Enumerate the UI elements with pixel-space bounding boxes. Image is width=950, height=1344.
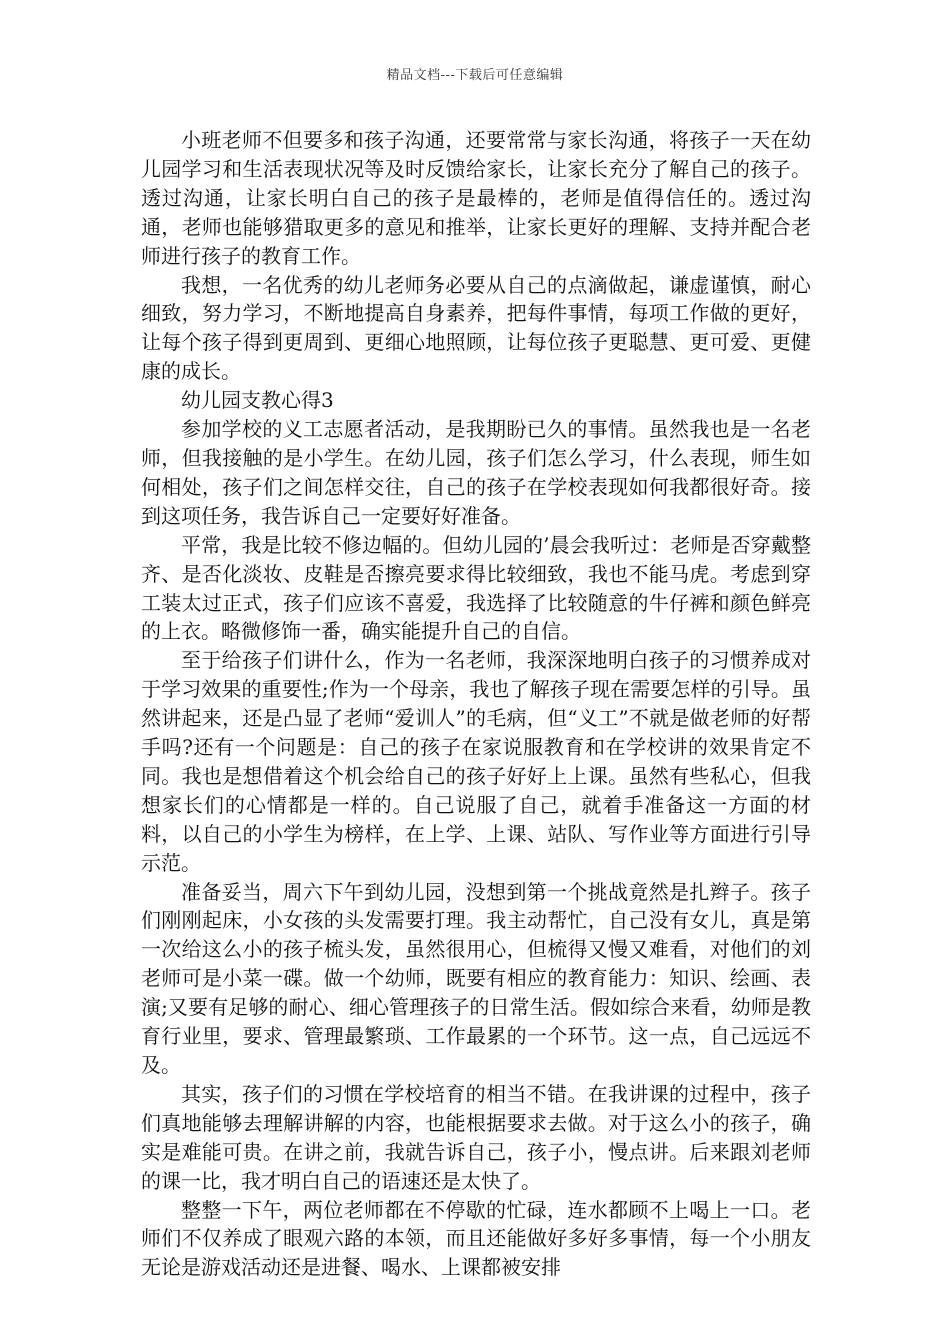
page-header: 精品文档---下载后可任意编辑 [386,68,564,83]
paragraph: 整整一下午，两位老师都在不停歇的忙碌，连水都顾不上喝上一口。老师们不仅养成了眼观六路的本领，而且还能做好多好多事情，每一个小朋友无论是游戏活动还是进餐、喝水、上课都被安排 [141,1197,811,1280]
paragraph: 平常，我是比较不修边幅的。但幼儿园的’晨会我听过：老师是否穿戴整齐、是否化淡妆、皮鞋是否擦亮要求得比较细致，我也不能马虎。考虑到穿工装太过正式，孩子们应该不喜爱，我选择了比较随意的牛仔裤和颜色鲜亮的上衣。略微修饰一番，确实能提升自己的自信。 [141,532,811,644]
paragraph: 小班老师不但要多和孩子沟通，还要常常与家长沟通，将孩子一天在幼儿园学习和生活表现状况等及时反馈给家长，让家长充分了解自己的孩子。透过沟通，让家长明白自己的孩子是最棒的，老师是值得信任的。透过沟通，老师也能够猎取更多的意见和推举，让家长更好的理解、支持并配合老师进行孩子的教育工作。 [141,128,811,268]
document-body [141,126,811,1282]
section-heading: 幼儿园支教心得3 [181,388,334,413]
paragraph: 我想，一名优秀的幼儿老师务必要从自己的点滴做起，谦虚谨慎，耐心细致，努力学习，不断地提高自身素养，把每件事情，每项工作做的更好，让每个孩子得到更周到、更细心地照顾，让每位孩子更聪慧、更可爱、更健康的成长。 [141,272,811,384]
paragraph: 其实，孩子们的习惯在学校培育的相当不错。在我讲课的过程中，孩子们真地能够去理解讲解的内容，也能根据要求去做。对于这么小的孩子，确实是难能可贵。在讲之前，我就告诉自己，孩子小，慢点讲。后来跟刘老师的课一比，我才明白自己的语速还是太快了。 [141,1081,811,1193]
paragraph: 参加学校的义工志愿者活动，是我期盼已久的事情。虽然我也是一名老师，但我接触的是小学生。在幼儿园，孩子们怎么学习，什么表现，师生如何相处，孩子们之间怎样交往，自己的孩子在学校表现如何我都很好奇。接到这项任务，我告诉自己一定要好好准备。 [141,417,811,528]
paragraph: 准备妥当，周六下午到幼儿园，没想到第一个挑战竟然是扎辫子。孩子们刚刚起床，小女孩的头发需要打理。我主动帮忙，自己没有女儿，真是第一次给这么小的孩子梳头发，虽然很用心，但梳得又慢又难看，对他们的刘老师可是小菜一碟。做一个幼师，既要有相应的教育能力：知识、绘画、表演;又要有足够的耐心、细心管理孩子的日常生活。假如综合来看，幼师是教育行业里，要求、管理最繁琐、工作最累的一个环节。这一点，自己远远不及。 [141,879,811,1077]
paragraph: 至于给孩子们讲什么，作为一名老师，我深深地明白孩子的习惯养成对于学习效果的重要性;作为一个母亲，我也了解孩子现在需要怎样的引导。虽然讲起来，还是凸显了老师“爱训人”的毛病，但“义工”不就是做老师的好帮手吗?还有一个问题是：自己的孩子在家说服教育和在学校讲的效果肯定不同。我也是想借着这个机会给自己的孩子好好上上课。虽然有些私心，但我想家长们的心情都是一样的。自己说服了自己，就着手准备这一方面的材料，以自己的小学生为榜样，在上学、上课、站队、写作业等方面进行引导示范。 [141,648,811,875]
